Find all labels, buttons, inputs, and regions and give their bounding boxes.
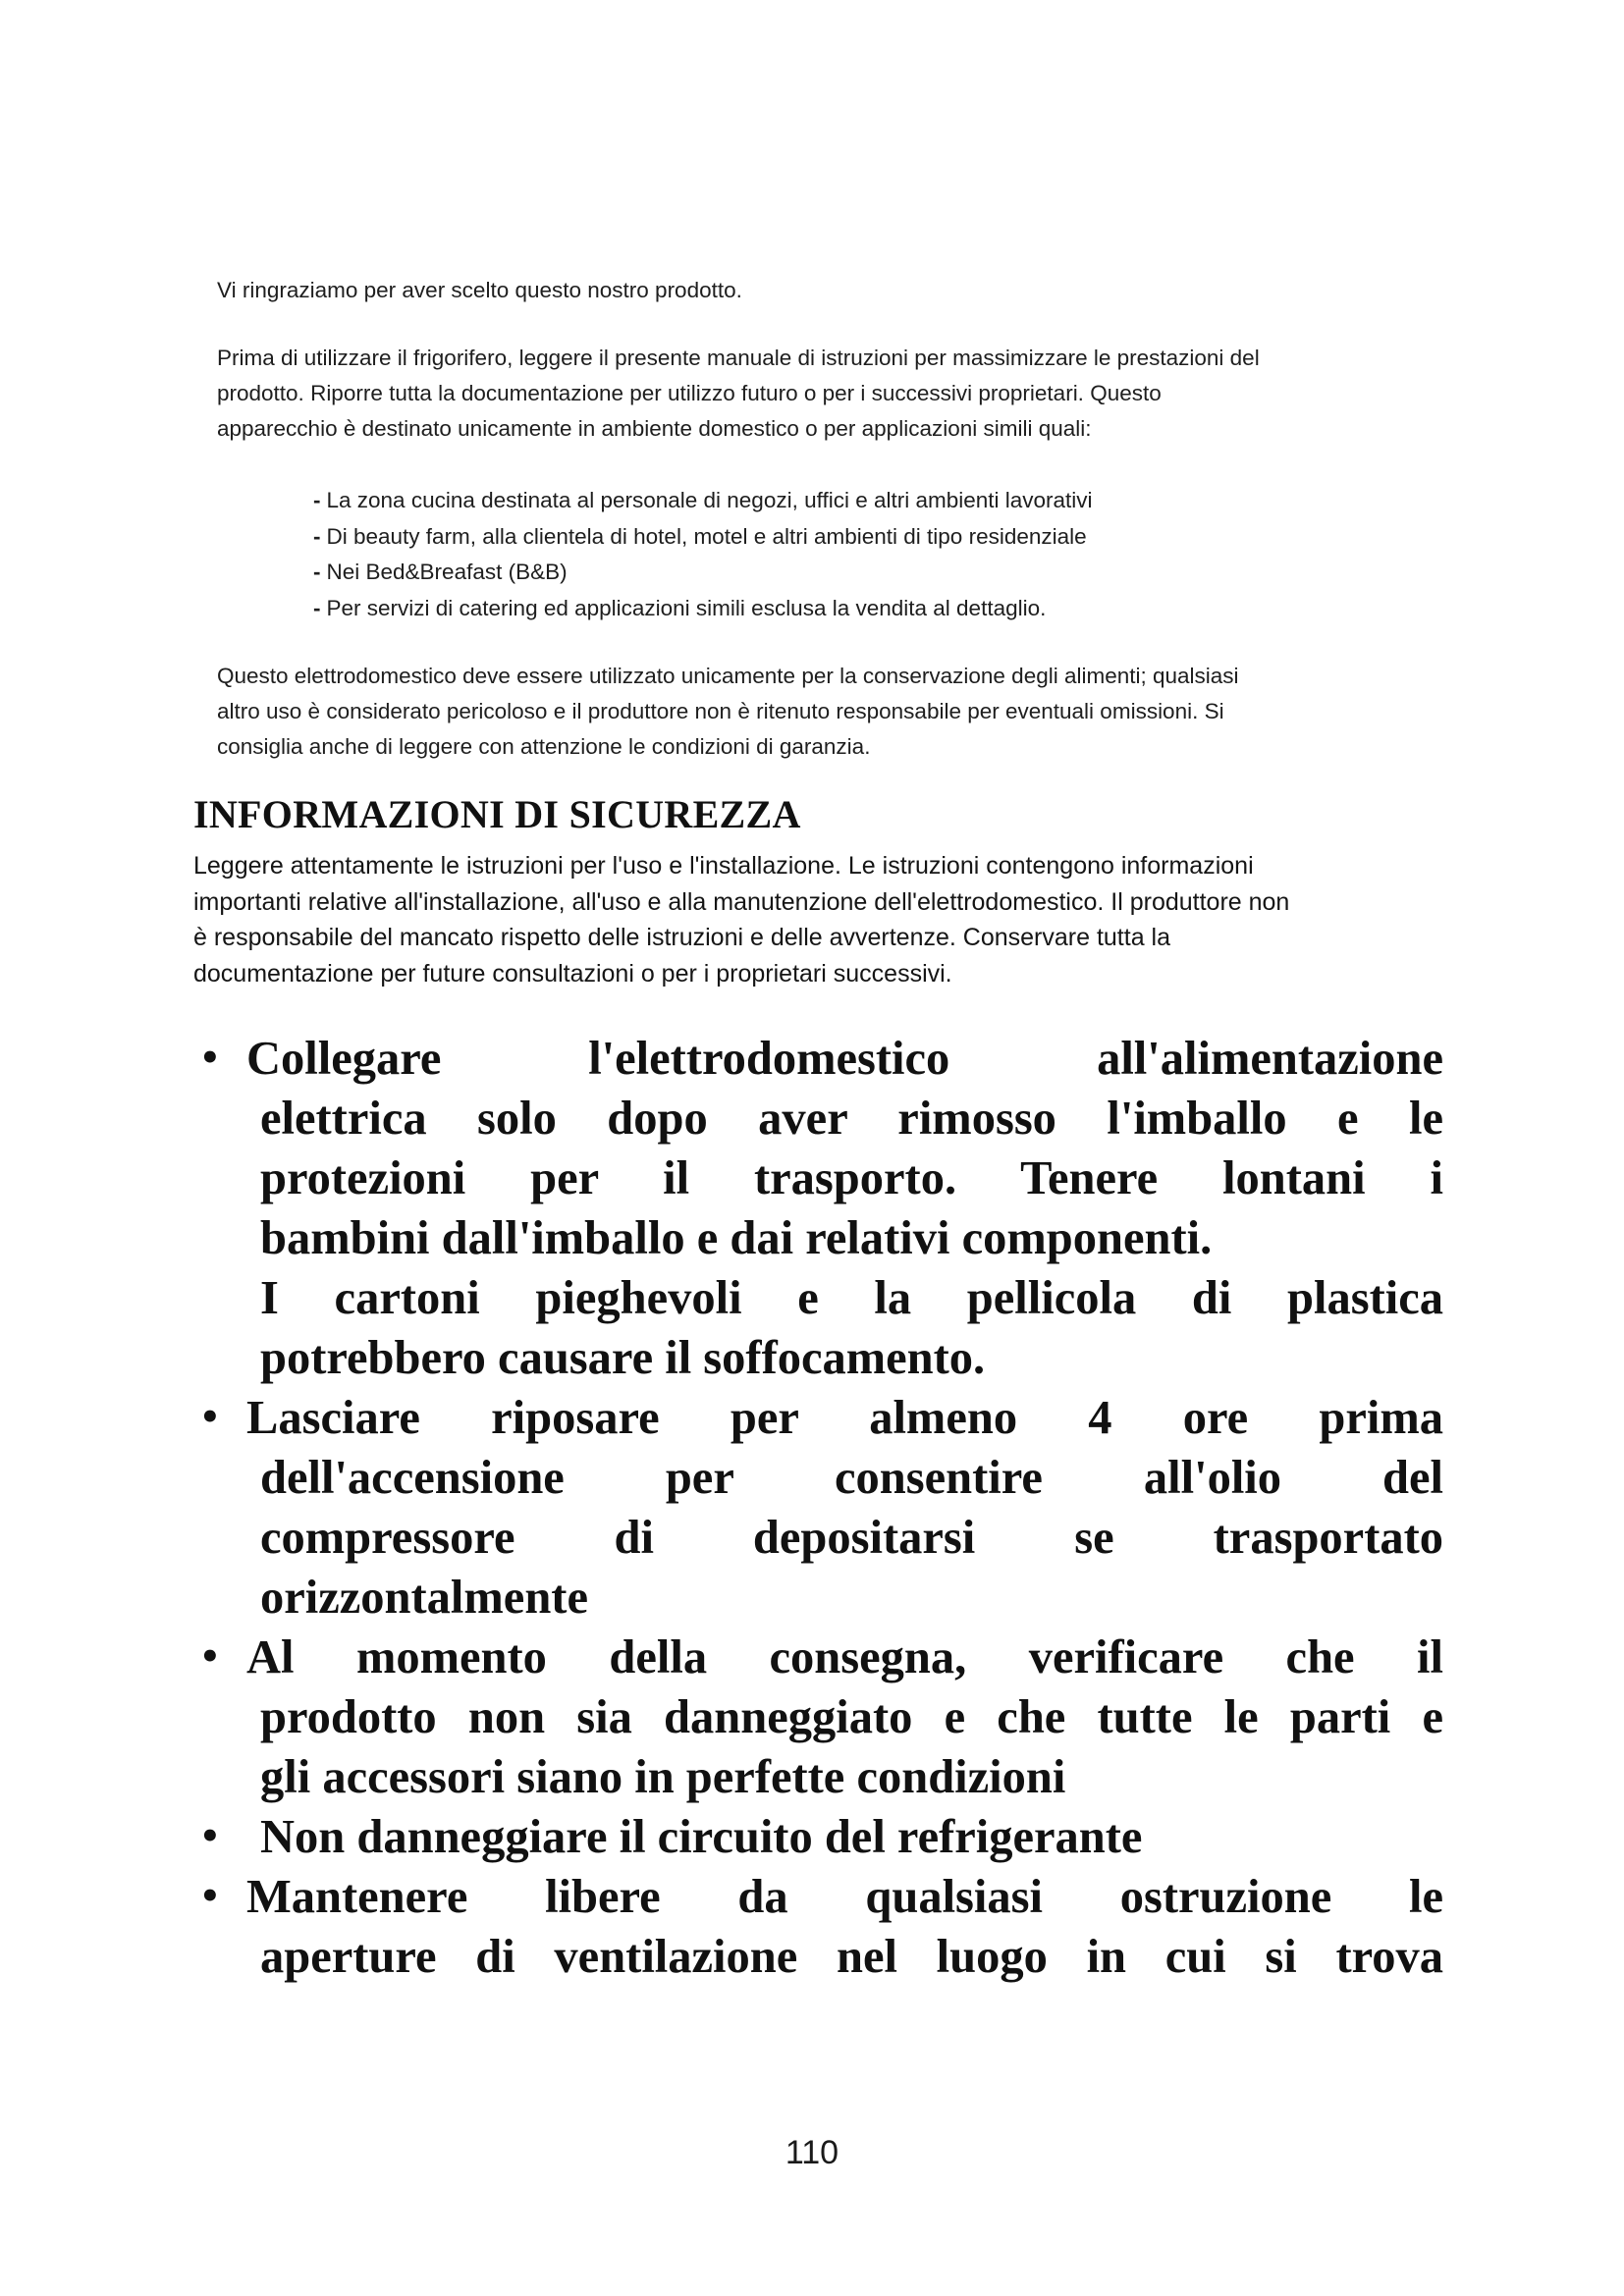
list-item-text: Per servizi di catering ed applicazioni simili esclusa la vendita al dettaglio. <box>326 595 1047 620</box>
safety-intro-line: Leggere attentamente le istruzioni per l'uso e l'installazione. Le istruzioni contengono informazioni <box>193 852 1254 880</box>
warning-line: protezioni per il trasporto. Tenere lontani i <box>260 1152 1443 1204</box>
warning-line: I cartoni pieghevoli e la pellicola di plastica <box>260 1272 1443 1324</box>
warning-line: dell'accensione per consentire all'olio del <box>260 1452 1443 1504</box>
bullet-icon: • <box>199 1637 221 1677</box>
warning-line: orizzontalmente <box>260 1572 588 1624</box>
warning-line: gli accessori siano in perfette condizioni <box>260 1751 1066 1803</box>
warning-item <box>191 1628 1443 1807</box>
list-item-text: Di beauty farm, alla clientela di hotel, motel e altri ambienti di tipo residenziale <box>326 523 1087 549</box>
bullet-icon: • <box>199 1877 221 1916</box>
list-item-text: La zona cucina destinata al personale di negozi, uffici e altri ambienti lavorativi <box>326 488 1093 512</box>
safety-intro-line: è responsabile del mancato rispetto delle istruzioni e delle avvertenze. Conservare tutta la <box>193 924 1170 951</box>
usage-paragraph <box>217 659 1425 765</box>
list-item <box>313 483 1093 519</box>
intended-uses-list <box>313 483 1093 626</box>
warning-line: Mantenere libere da qualsiasi ostruzione le <box>246 1871 1443 1923</box>
warning-line: Al momento della consegna, verificare che il <box>246 1631 1443 1683</box>
warning-line: elettrica solo dopo aver rimosso l'imballo e le <box>260 1093 1443 1145</box>
warning-item <box>191 1388 1443 1628</box>
intro-line: Prima di utilizzare il frigorifero, leggere il presente manuale di istruzioni per massimizzare le prestazioni del <box>217 346 1260 370</box>
warning-line: Collegare l'elettrodomestico all'alimentazione <box>246 1033 1443 1085</box>
warning-line: prodotto non sia danneggiato e che tutte le parti e <box>260 1691 1443 1743</box>
dash-marker: - <box>313 595 321 620</box>
thanks-paragraph <box>217 273 1425 308</box>
thanks-text: Vi ringraziamo per aver scelto questo nostro prodotto. <box>217 278 742 302</box>
safety-intro-line: importanti relative all'installazione, all'uso e alla manutenzione dell'elettrodomestico. Il produttore non <box>193 887 1290 916</box>
bullet-icon: • <box>199 1817 221 1856</box>
list-item <box>313 555 1093 591</box>
warning-line: potrebbero causare il soffocamento. <box>260 1332 986 1384</box>
dash-marker: - <box>313 523 321 549</box>
list-item <box>313 519 1093 556</box>
warning-line: compressore di depositarsi se trasportato <box>260 1512 1443 1564</box>
page-number: 110 <box>785 2134 839 2171</box>
intro-line: prodotto. Riporre tutta la documentazione per utilizzo futuro o per i successivi proprietari. Questo <box>217 381 1162 405</box>
dash-marker: - <box>313 560 321 584</box>
bullet-icon: • <box>199 1398 221 1437</box>
usage-line: Questo elettrodomestico deve essere utilizzato unicamente per la conservazione degli alimenti; qualsiasi <box>217 664 1239 688</box>
warning-line: aperture di ventilazione nel luogo in cui si trova <box>260 1931 1443 1983</box>
warning-line: bambini dall'imballo e dai relativi componenti. <box>260 1212 1213 1264</box>
safety-intro-line: documentazione per future consultazioni o per i proprietari successivi. <box>193 959 952 988</box>
usage-line: altro uso è considerato pericoloso e il produttore non è ritenuto responsabile per eventuali omissioni. Si <box>217 699 1224 723</box>
safety-warnings-list <box>191 1029 1443 1987</box>
section-title: INFORMAZIONI DI SICUREZZA <box>193 792 801 836</box>
usage-line: consiglia anche di leggere con attenzione le condizioni di garanzia. <box>217 734 871 759</box>
intro-paragraph <box>217 341 1425 447</box>
dash-marker: - <box>313 488 321 512</box>
bullet-icon: • <box>199 1039 221 1078</box>
warning-item <box>191 1029 1443 1388</box>
intro-line: apparecchio è destinato unicamente in ambiente domestico o per applicazioni simili quali: <box>217 416 1092 441</box>
warning-line: Non danneggiare il circuito del refrigerante <box>260 1811 1143 1863</box>
safety-intro-paragraph <box>193 848 1440 991</box>
warning-item <box>191 1867 1443 1987</box>
list-item <box>313 591 1093 627</box>
list-item-text: Nei Bed&Breafast (B&B) <box>326 560 568 584</box>
warning-item <box>191 1807 1443 1867</box>
warning-line: Lasciare riposare per almeno 4 ore prima <box>246 1392 1443 1444</box>
